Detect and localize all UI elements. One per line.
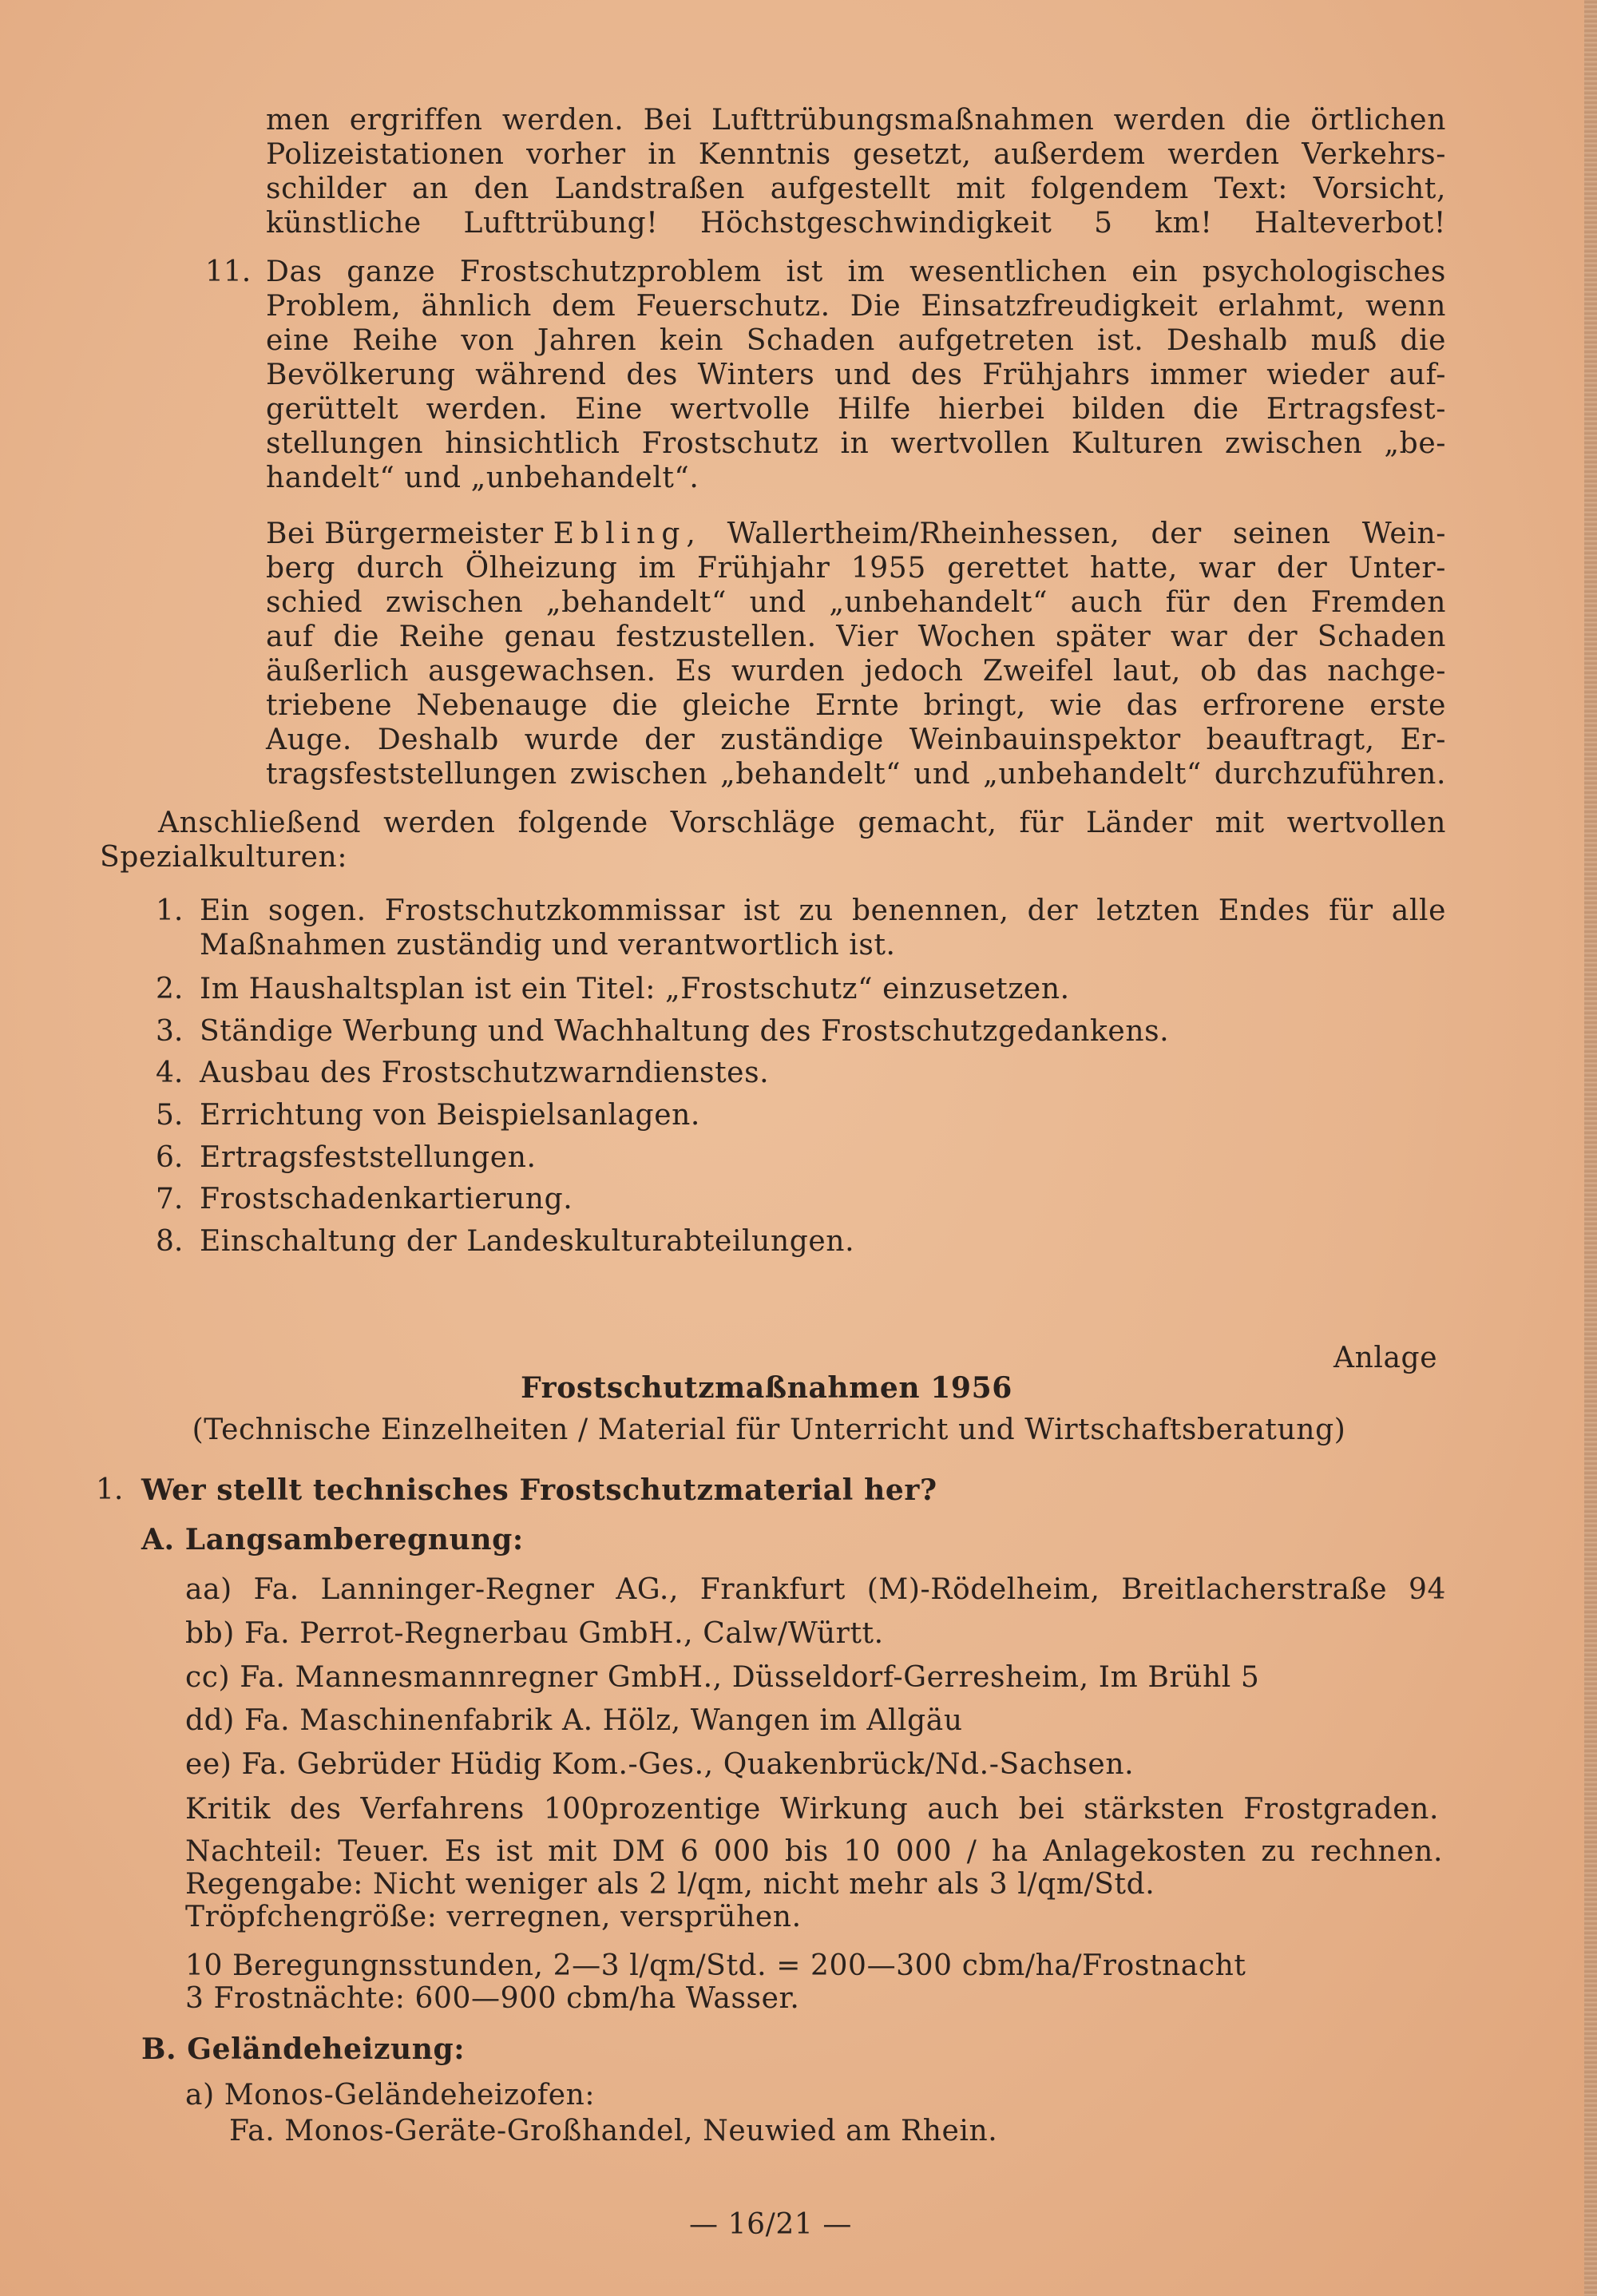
paragraph-line: men ergriffen werden. Bei Lufttrübungsmaßnahmen werden die örtlichen <box>266 104 1446 137</box>
firm-entry: ee) Fa. Gebrüder Hüdig Kom.-Ges., Quakenbrück/Nd.-Sachsen. <box>185 1748 1135 1781</box>
section-title: Frostschutzmaßnahmen 1956 <box>521 1371 1012 1405</box>
calculation-line: 3 Frostnächte: 600—900 cbm/ha Wasser. <box>185 1982 800 2015</box>
firm-entry: aa) Fa. Lanninger-Regner AG., Frankfurt (M)-Rödelheim, Breitlacherstraße 94 <box>185 1573 1446 1606</box>
paragraph-line: Anschließend werden folgende Vorschläge gemacht, für Länder mit wertvollen <box>158 807 1446 839</box>
paragraph-line: eine Reihe von Jahren kein Schaden aufgetreten ist. Deshalb muß die <box>266 324 1446 357</box>
list-number: 2. <box>156 973 184 1005</box>
section-subtitle: (Technische Einzelheiten / Material für Unterricht und Wirtschaftsberatung) <box>192 1414 1346 1446</box>
list-item: Ausbau des Frostschutzwarndienstes. <box>200 1057 770 1089</box>
page-number: — 16/21 — <box>688 2208 853 2241</box>
paragraph-line: Das ganze Frostschutzproblem ist im wesentlichen ein psychologisches <box>266 256 1446 288</box>
calculation-line: 10 Beregungnsstunden, 2—3 l/qm/Std. = 200—300 cbm/ha/Frostnacht <box>185 1949 1246 1982</box>
list-item: Ein sogen. Frostschutzkommissar ist zu benennen, der letzten Endes für alle <box>200 894 1446 927</box>
paragraph-line: Bei Bürgermeister Ebling , Wallertheim/Rheinhessen, der seinen Wein- <box>266 517 1446 550</box>
question-number: 1. <box>96 1473 124 1506</box>
list-item: Maßnahmen zuständig und verantwortlich ist. <box>200 929 896 962</box>
item-number: 11. <box>205 256 252 288</box>
critique-line: Kritik des Verfahrens 100prozentige Wirkung auch bei stärksten Frostgraden. <box>185 1793 1439 1826</box>
firm-entry: bb) Fa. Perrot-Regnerbau GmbH., Calw/Württ. <box>185 1617 884 1650</box>
list-item: Frostschadenkartierung. <box>200 1183 573 1215</box>
paragraph-line: äußerlich ausgewachsen. Es wurden jedoch Zweifel laut, ob das nachge- <box>266 655 1446 688</box>
list-item: a) Monos-Geländeheizofen: <box>185 2079 596 2112</box>
paragraph-line: Polizeistationen vorher in Kenntnis gesetzt, außerdem werden Verkehrs- <box>266 138 1446 171</box>
list-item: Ertragsfeststellungen. <box>200 1141 537 1174</box>
list-item: Einschaltung der Landeskulturabteilungen. <box>200 1225 855 1258</box>
paragraph-line: stellungen hinsichtlich Frostschutz in wertvollen Kulturen zwischen „be- <box>266 427 1446 460</box>
paragraph-line: berg durch Ölheizung im Frühjahr 1955 gerettet hatte, war der Unter- <box>266 552 1446 585</box>
paragraph-line: künstliche Lufttrübung! Höchstgeschwindigkeit 5 km! Halteverbot! <box>266 207 1446 240</box>
paragraph-line: handelt“ und „unbehandelt“. <box>266 462 699 494</box>
list-item: Errichtung von Beispielsanlagen. <box>200 1099 700 1132</box>
paragraph-line: schilder an den Landstraßen aufgestellt mit folgendem Text: Vorsicht, <box>266 172 1446 205</box>
list-number: 8. <box>156 1225 184 1258</box>
question-heading: Wer stellt technisches Frostschutzmaterial her? <box>141 1473 937 1507</box>
paragraph-line: Auge. Deshalb wurde der zuständige Weinbauinspektor beauftragt, Er- <box>266 724 1446 756</box>
paragraph-line: Bevölkerung während des Winters und des Frühjahrs immer wieder auf- <box>266 359 1446 391</box>
firm-entry: cc) Fa. Mannesmannregner GmbH., Düsseldorf-Gerresheim, Im Brühl 5 <box>185 1661 1260 1694</box>
subsection-heading: A. Langsamberegnung: <box>141 1523 524 1556</box>
drawback-line: Nachteil: Teuer. Es ist mit DM 6 000 bis 10 000 / ha Anlagekosten zu rechnen. <box>185 1835 1443 1868</box>
paragraph-line: schied zwischen „behandelt“ und „unbehandelt“ auch für den Fremden <box>266 586 1446 619</box>
paragraph-line: gerüttelt werden. Eine wertvolle Hilfe hierbei bilden die Ertragsfest- <box>266 393 1446 426</box>
drawback-line: Tröpfchengröße: verregnen, versprühen. <box>185 1901 802 1933</box>
paragraph-line: auf die Reihe genau festzustellen. Vier Wochen später war der Schaden <box>266 621 1446 653</box>
list-item: Fa. Monos-Geräte-Großhandel, Neuwied am Rhein. <box>229 2115 998 2147</box>
person-name: Ebling <box>553 517 687 550</box>
list-number: 4. <box>156 1057 184 1089</box>
annex-label: Anlage <box>1333 1342 1438 1374</box>
firm-entry: dd) Fa. Maschinenfabrik A. Hölz, Wangen im Allgäu <box>185 1704 963 1737</box>
drawback-line: Regengabe: Nicht weniger als 2 l/qm, nicht mehr als 3 l/qm/Std. <box>185 1868 1155 1901</box>
paragraph-line: triebene Nebenauge die gleiche Ernte bringt, wie das erfrorene erste <box>266 689 1446 722</box>
list-number: 1. <box>156 894 184 927</box>
list-number: 5. <box>156 1099 184 1132</box>
list-item: Im Haushaltsplan ist ein Titel: „Frostschutz“ einzusetzen. <box>200 973 1070 1005</box>
paragraph-line: tragsfeststellungen zwischen „behandelt“ und „unbehandelt“ durchzuführen. <box>266 758 1446 791</box>
subsection-heading: B. Geländeheizung: <box>141 2032 466 2066</box>
paragraph-line: Spezialkulturen: <box>100 841 348 874</box>
list-number: 6. <box>156 1141 184 1174</box>
paragraph-line: Problem, ähnlich dem Feuerschutz. Die Einsatzfreudigkeit erlahmt, wenn <box>266 290 1446 323</box>
list-number: 7. <box>156 1183 184 1215</box>
list-item: Ständige Werbung und Wachhaltung des Frostschutzgedankens. <box>200 1015 1170 1048</box>
list-number: 3. <box>156 1015 184 1048</box>
